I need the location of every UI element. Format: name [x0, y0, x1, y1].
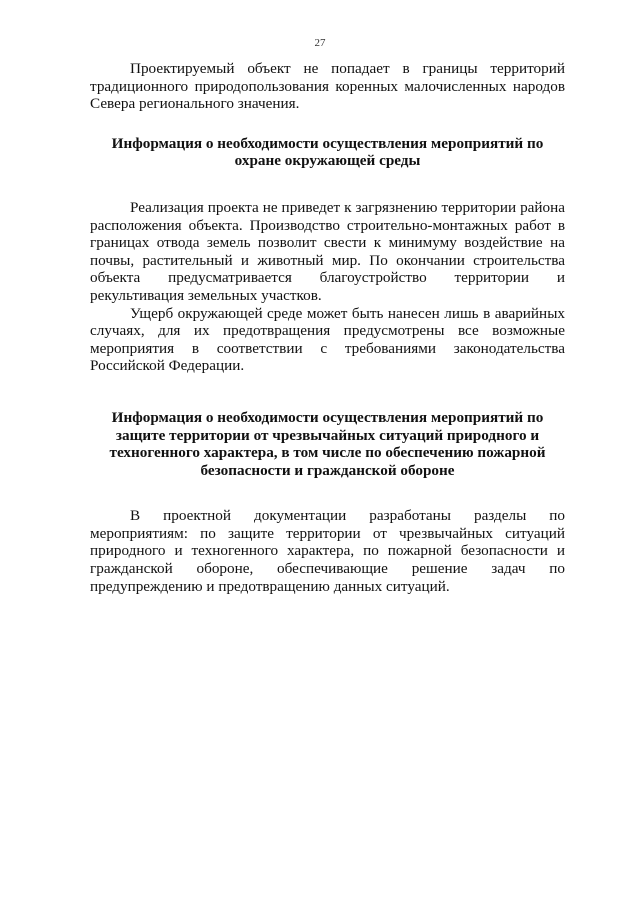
- spacer: [90, 113, 565, 135]
- environment-paragraph-1: Реализация проекта не приведет к загрязнению территории района расположения объекта. Производство строительно-монтажных работ в границах отвода земель позволит свести к минимуму воздействие на почвы, растительный и животный мир. По окончании строительства объекта предусматривается благоустройство территории и рекультивация земельных участков.: [90, 198, 565, 304]
- spacer: [90, 170, 565, 199]
- environment-heading: Информация о необходимости осуществления мероприятий по охране окружающей среды: [111, 134, 544, 170]
- spacer: [90, 375, 565, 409]
- environment-paragraph-2: Ущерб окружающей среде может быть нанесен лишь в аварийных случаях, для их предотвращения предусмотрены все возможные мероприятия в соответствии с требованиями законодательства Российской Федерации.: [90, 304, 565, 375]
- page-number: 27: [314, 37, 326, 49]
- emergency-paragraph-1: В проектной документации разработаны разделы по мероприятиям: по защите территории от чрезвычайных ситуаций природного и техногенного характера, по пожарной безопасности и гражданской обороне, обеспечивающие решение задач по предупреждению и предотвращению данных ситуаций.: [90, 507, 565, 595]
- spacer: [90, 479, 565, 507]
- intro-paragraph: Проектируемый объект не попадает в границы территорий традиционного природопользования коренных малочисленных народов Севера регионального значения.: [90, 60, 565, 113]
- emergency-heading: Информация о необходимости осуществления мероприятий по защите территории от чрезвычайных ситуаций природного и техногенного характера, в том числе по обеспечению пожарной безопасности и гражданской обороне: [109, 408, 546, 479]
- page-content: [90, 60, 565, 595]
